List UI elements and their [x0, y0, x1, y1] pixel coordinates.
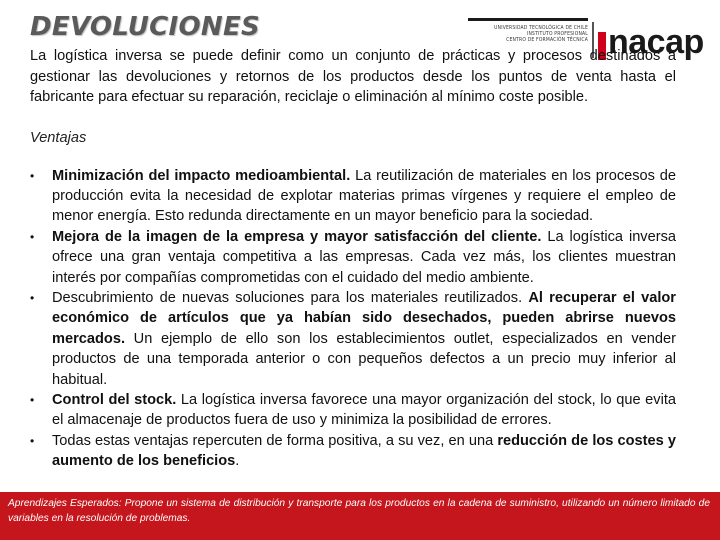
bullet-icon: • [30, 229, 35, 244]
bullet-bold-text: Mejora de la imagen de la empresa y mayor satisfacción del cliente. [52, 228, 542, 245]
footer-bar [0, 492, 720, 540]
list-item [30, 288, 676, 390]
slide-title: DEVOLUCIONES [30, 12, 261, 42]
slide-content [30, 46, 676, 472]
footer-learning-outcomes: Aprendizajes Esperados: Propone un sistema de distribución y transporte para los productos en la cadena de suministro, utilizando un número limitado de variables en la resolución de problemas. [8, 498, 710, 524]
list-item [30, 166, 676, 227]
list-item [30, 227, 676, 288]
intro-paragraph: La logística inversa se puede definir como un conjunto de prácticas y procesos destinados a gestionar las devoluciones y retornos de los productos desde los puntos de venta hasta el fabricante para efectuar su reparación, reciclaje o eliminación al mínimo coste posible. [30, 48, 676, 105]
bullet-icon: • [30, 392, 35, 407]
bullet-bold-text: Al recuperar el valor económico de artículos que ya habían sido desechados, pueden abrirse nuevos mercados. [52, 289, 676, 347]
logo-line: CENTRO DE FORMACIÓN TÉCNICA [506, 37, 588, 43]
list-item [30, 431, 676, 472]
section-label: Ventajas [30, 129, 87, 146]
logo-wordmark: nacap [608, 23, 704, 61]
bullet-lead-text: Descubrimiento de nuevas soluciones para los materiales reutilizados. [52, 289, 529, 306]
bullet-text: . [235, 453, 240, 470]
bullet-icon: • [30, 290, 35, 305]
bullet-text: La logística inversa ofrece una gran ventaja competitiva a las empresas. Cada vez más, los clientes muestran interés por compañías comprometidas con el cuidado del medio ambiente. [52, 228, 676, 286]
bullet-icon: • [30, 168, 35, 183]
logo-institution-lines [468, 18, 588, 43]
bullet-icon: • [30, 433, 35, 448]
advantages-list [30, 166, 676, 472]
bullet-bold-text: Minimización del impacto medioambiental. [52, 167, 351, 184]
bullet-text: La reutilización de materiales en los procesos de producción evita la necesidad de explotar materias primas vírgenes y requiere el empleo de menor energía. Esto redunda directamente en un mayor beneficio para la sociedad. [52, 167, 676, 225]
bullet-text: Un ejemplo de ello son los establecimientos outlet, especializados en vender productos de una temporada anterior o con pequeños defectos a un precio muy inferior al habitual. [52, 330, 676, 388]
list-item [30, 390, 676, 431]
bullet-bold-text: Control del stock. [52, 391, 177, 408]
logo-line: INSTITUTO PROFESIONAL [526, 31, 588, 37]
bullet-lead-text: Todas estas ventajas repercuten de forma positiva, a su vez, en una [52, 432, 498, 449]
bullet-bold-text: reducción de los costes y aumento de los beneficios [52, 432, 676, 470]
logo-line: UNIVERSIDAD TECNOLÓGICA DE CHILE [494, 25, 588, 31]
bullet-text: La logística inversa favorece una mayor organización del stock, lo que evita el almacenaje de productos fuera de uso y minimiza la posibilidad de errores. [52, 391, 676, 429]
